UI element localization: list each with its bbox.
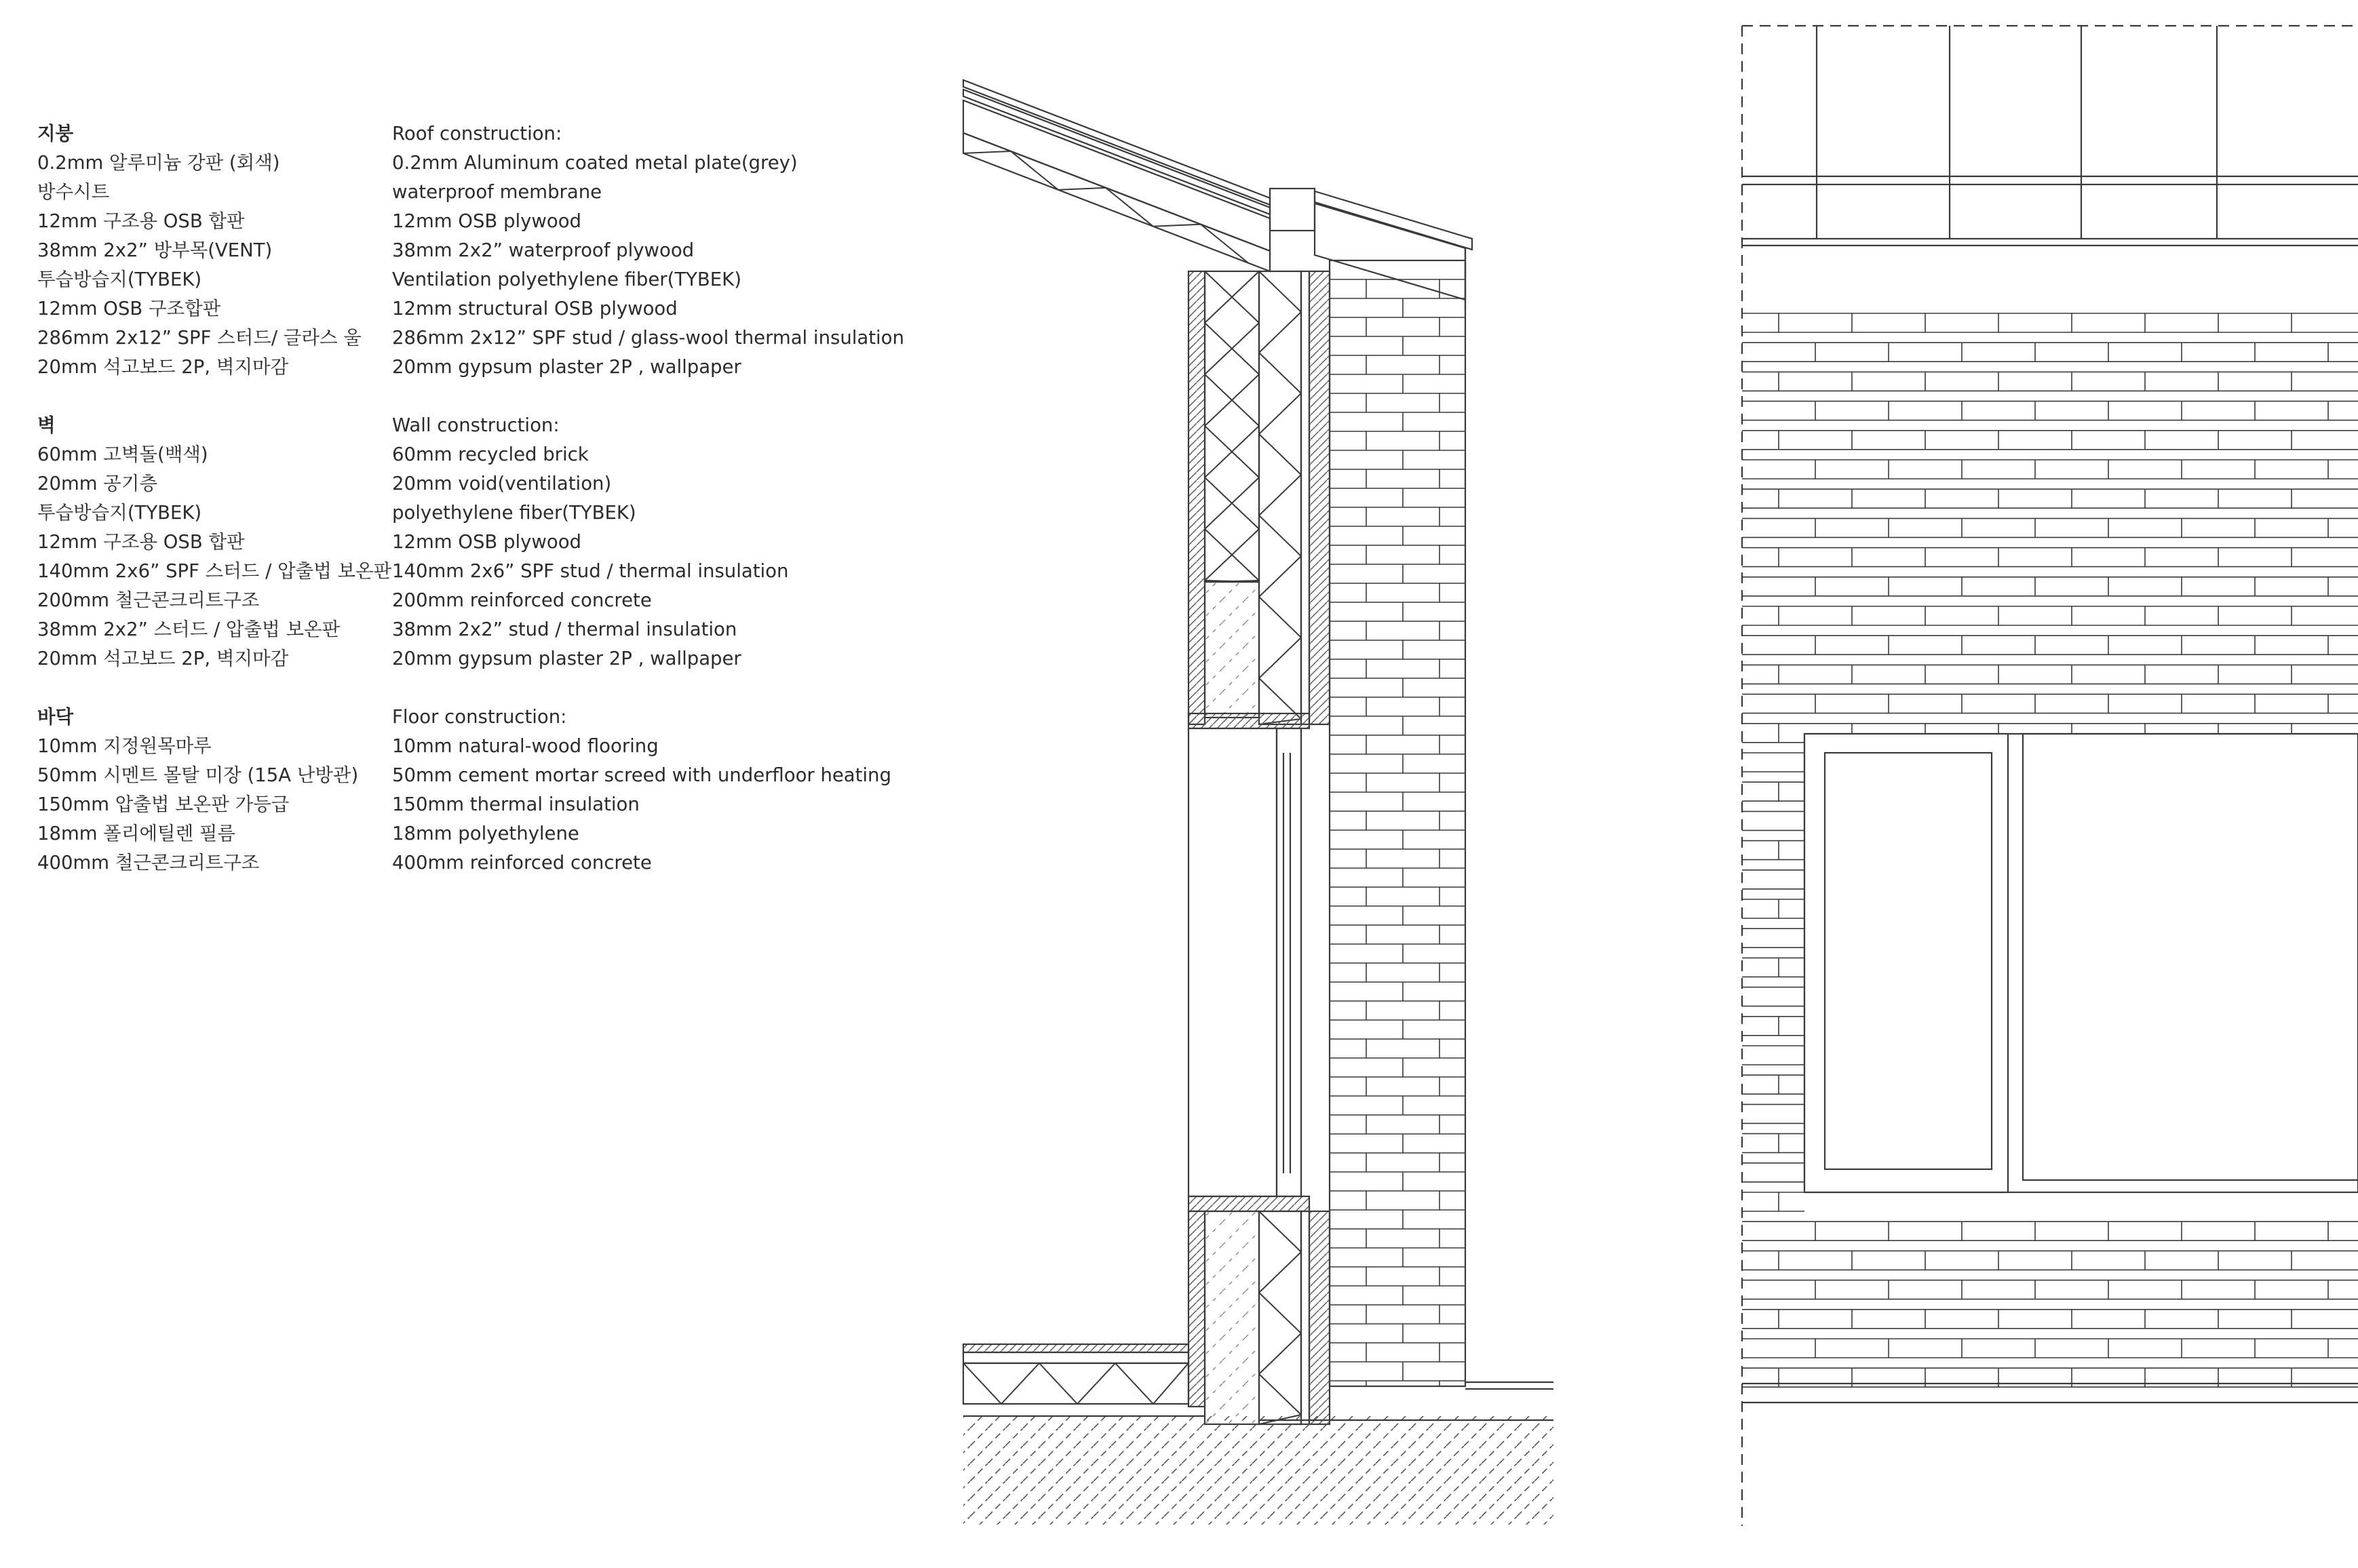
- osb-layer-lower: [1301, 1211, 1309, 1424]
- window-sill: [1188, 1196, 1309, 1211]
- legend-item: 12mm OSB plywood: [392, 210, 581, 232]
- legend-item: 150mm 압출법 보온판 가등급: [37, 793, 290, 815]
- insulation-zigzag-line: [1259, 638, 1301, 678]
- insulation-zigzag: [1259, 271, 1301, 724]
- concrete-wall-lower: [1205, 1211, 1259, 1424]
- legend-item: waterproof membrane: [392, 181, 602, 203]
- insulation-zone-lower: [1259, 1211, 1301, 1424]
- floor-insulation-line: [1153, 1363, 1188, 1404]
- legend-item: 38mm 2x2” waterproof plywood: [392, 239, 695, 261]
- truss-web-member: [1058, 188, 1106, 190]
- floor-insulation-line: [963, 1363, 1001, 1404]
- legend-item: 10mm natural-wood flooring: [392, 735, 659, 757]
- floor-insulation-line: [1039, 1363, 1077, 1404]
- legend-item: 20mm 석고보드 2P, 벽지마감: [37, 648, 289, 669]
- legend-item: 0.2mm 알루미늄 강판 (회색): [37, 152, 280, 174]
- insulation-zone-upper: [1259, 271, 1301, 724]
- floor-insulation-line: [1077, 1363, 1115, 1404]
- insulation-zigzag-line: [1259, 1252, 1301, 1293]
- legend-item: 12mm 구조용 OSB 합판: [37, 531, 245, 553]
- roof-layer-metal-plate: [963, 80, 1270, 205]
- legend-item: polyethylene fiber(TYBEK): [392, 502, 636, 524]
- window-opening: [1188, 728, 1277, 1196]
- truss-web-member: [963, 151, 1011, 153]
- floor-screed: [963, 1352, 1188, 1363]
- legend-item: 20mm gypsum plaster 2P , wallpaper: [392, 648, 741, 669]
- interior-plaster-upper: [1188, 271, 1205, 724]
- legend-item: 286mm 2x12” SPF 스터드/ 글라스 울: [37, 327, 362, 349]
- insulation-zigzag-line: [1259, 312, 1301, 353]
- insulation-zigzag-line: [1259, 434, 1301, 475]
- insulation-zigzag-line: [1259, 271, 1301, 312]
- legend-item: 286mm 2x12” SPF stud / glass-wool thermal insulation: [392, 327, 904, 349]
- legend-item: 투습방습지(TYBEK): [37, 502, 202, 524]
- legend-item: 50mm 시멘트 몰탈 미장 (15A 난방관): [37, 764, 359, 786]
- legend-item: 20mm 석고보드 2P, 벽지마감: [37, 356, 289, 378]
- timber-stud-zone-upper: [1205, 271, 1259, 582]
- legend-heading: Wall construction:: [392, 414, 560, 436]
- legend-item: 12mm 구조용 OSB 합판: [37, 210, 245, 232]
- truss-web-member: [1153, 224, 1201, 227]
- elevation-roof-panels: [1742, 26, 2358, 246]
- legend-item: 0.2mm Aluminum coated metal plate(grey): [392, 152, 798, 174]
- insulation-zigzag-line: [1259, 1211, 1301, 1252]
- legend-item: 10mm 지정원목마루: [37, 735, 212, 757]
- legend-item: 38mm 2x2” 스터드 / 압출법 보온판: [37, 619, 341, 640]
- legend-item: 20mm void(ventilation): [392, 473, 612, 494]
- legend-item: 150mm thermal insulation: [392, 793, 640, 815]
- insulation-zigzag-line: [1259, 1374, 1301, 1415]
- legend-item: 50mm cement mortar screed with underfloor heating: [392, 764, 891, 786]
- roof-upper-deck: [1315, 203, 1465, 300]
- legend-item: 38mm 2x2” 방부목(VENT): [37, 239, 273, 261]
- insulation-zigzag-lower: [1259, 1211, 1301, 1424]
- legend-item: 12mm structural OSB plywood: [392, 298, 678, 319]
- legend-item: 20mm 공기층: [37, 473, 158, 494]
- insulation-zigzag-line: [1259, 515, 1301, 556]
- legend-item: 400mm 철근콘크리트구조: [37, 852, 260, 874]
- stud-cross-bracing: [1205, 271, 1259, 582]
- legend-item: 60mm 고벽돌(백색): [37, 444, 208, 465]
- floor-finish: [963, 1344, 1188, 1352]
- concrete-wall-upper: [1205, 582, 1259, 718]
- insulation-zigzag-line: [1259, 393, 1301, 434]
- legend-heading: 바닥: [37, 706, 74, 728]
- legend-heading: 지붕: [37, 123, 74, 144]
- legend-item: 38mm 2x2” stud / thermal insulation: [392, 619, 737, 640]
- roof-gutter: [1270, 189, 1315, 231]
- insulation-zigzag-line: [1259, 475, 1301, 515]
- legend-item: 140mm 2x6” SPF stud / thermal insulation: [392, 560, 789, 582]
- window-frame: [1277, 728, 1301, 1196]
- insulation-zigzag-line: [1259, 597, 1301, 638]
- legend-heading: Floor construction:: [392, 706, 567, 728]
- ground-earth: [963, 1416, 1553, 1525]
- insulation-zigzag-line: [1259, 1333, 1301, 1374]
- legend-item: 60mm recycled brick: [392, 444, 589, 465]
- legend-item: 140mm 2x6” SPF 스터드 / 압출법 보온판: [37, 560, 392, 582]
- insulation-zigzag-line: [1259, 1293, 1301, 1333]
- legend-item: 18mm polyethylene: [392, 823, 579, 844]
- legend-item: 방수시트: [37, 181, 110, 203]
- void-layer-upper: [1309, 271, 1330, 724]
- roof-assembly: [963, 80, 1472, 309]
- wall-section-view: [963, 80, 1553, 1525]
- lintel: [1188, 713, 1309, 728]
- insulation-zigzag-line: [1259, 556, 1301, 597]
- legend-item: 12mm OSB 구조합판: [37, 298, 221, 319]
- truss-web-member: [1106, 188, 1153, 227]
- legend-item: Ventilation polyethylene fiber(TYBEK): [392, 269, 741, 290]
- floor-insulation: [963, 1363, 1188, 1404]
- legend-heading: Roof construction:: [392, 123, 562, 144]
- brick-elevation-view: [1742, 26, 2358, 1526]
- floor-insulation-line: [1001, 1363, 1039, 1404]
- legend-item: 투습방습지(TYBEK): [37, 269, 202, 290]
- legend-item: 20mm gypsum plaster 2P , wallpaper: [392, 356, 741, 378]
- elevation-window: [1804, 734, 2358, 1192]
- void-layer-lower: [1309, 1211, 1330, 1424]
- truss-web-member: [1011, 151, 1058, 190]
- legend-item: 200mm reinforced concrete: [392, 589, 652, 611]
- legend-item: 12mm OSB plywood: [392, 531, 581, 553]
- brick-wall-section: [1330, 260, 1465, 1386]
- legend-heading: 벽: [37, 414, 56, 436]
- osb-layer-upper: [1301, 271, 1309, 724]
- lower-wall-assembly: [1188, 1211, 1330, 1424]
- truss-web-member: [1201, 224, 1248, 263]
- roof-upper-layer: [1315, 191, 1472, 250]
- brick-outer-leaf: [1330, 260, 1465, 1386]
- interior-plaster-lower: [1188, 1211, 1205, 1407]
- roof-layer-rafter: [963, 100, 1270, 251]
- window-section: [1188, 728, 1309, 1211]
- legend-item: 400mm reinforced concrete: [392, 852, 652, 874]
- legend-item: 200mm 철근콘크리트구조: [37, 589, 260, 611]
- legend-item: 18mm 폴리에틸렌 필름: [37, 823, 236, 844]
- window-left-frame: [1804, 734, 2008, 1192]
- insulation-zigzag-line: [1259, 353, 1301, 393]
- roof-layer-truss-zone: [963, 133, 1270, 271]
- upper-wall-assembly: [1188, 271, 1330, 728]
- floor-insulation-line: [1115, 1363, 1153, 1404]
